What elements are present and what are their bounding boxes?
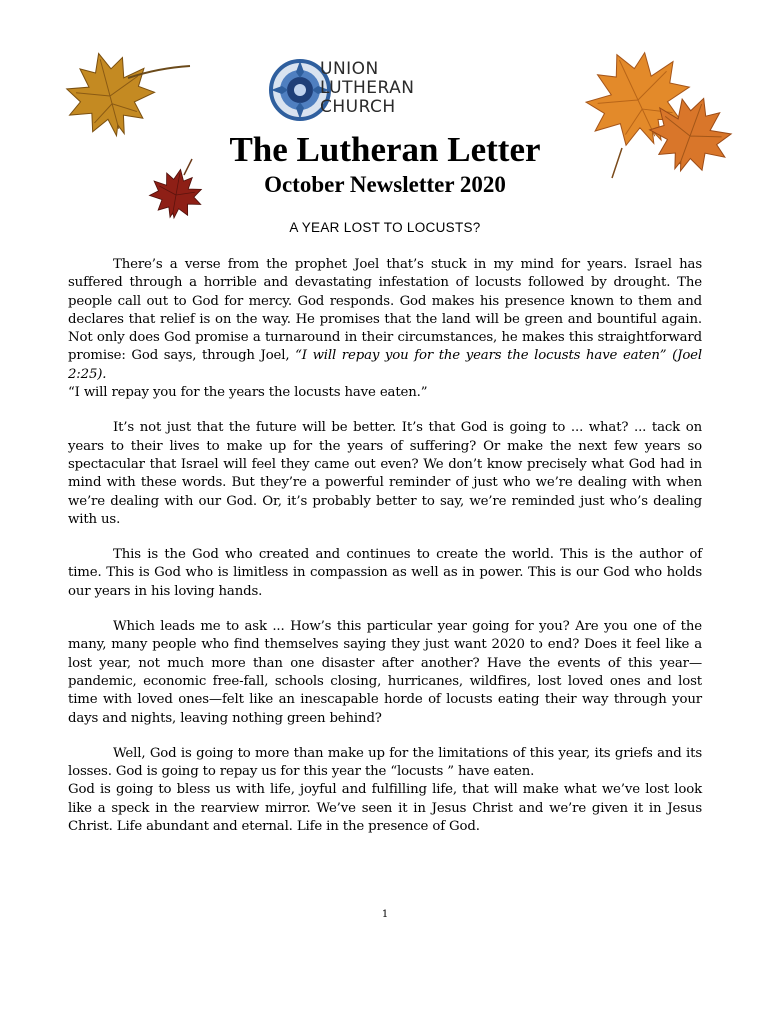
paragraph-text: God is going to bless us with life, joyful and fulfilling life, that will make what we’ve lost look like a speck in the rearview mirror. We’ve seen it in Jesus Christ and we’re given it in Jesus Christ. Life abundant and eternal. Life in the presence of God.	[68, 782, 702, 835]
newsletter-title: The Lutheran Letter	[229, 130, 541, 169]
paragraph: It’s not just that the future will be better. It’s that God is going to ... what? ... tack on years to their lives to make up for the years of suffering? Or make the next few years so spectacular that Israel will feel they came out even? We don’t know precisely what God had in mind with these words. But they’re a powerful reminder of just who we’re dealing with when we’re dealing with our God. Or, it’s probably better to say, we’re reminded just who’s dealing with us.	[68, 420, 702, 527]
paragraph-text: There’s a verse from the prophet Joel that’s stuck in my mind for years. Israel has suffered through a horrible and devastating infestation of locusts followed by drought. The people call out to God for mercy. God responds. God makes his presence known to them and declares that relief is on the way. He promises that the land will be green and bountiful again. Not only does God promise a turnaround in their circumstances, he makes this straightforward promise: God says, through Joel,	[68, 257, 702, 364]
quote-line: “I will repay you for the years the locusts have eaten.”	[68, 385, 428, 401]
paragraph-text: Well, God is going to more than make up for the limitations of this year, its griefs and its losses. God is going to repay us for this year the “locusts ” have eaten.	[68, 745, 702, 780]
church-logo	[268, 58, 468, 122]
paragraph: This is the God who created and continues to create the world. This is the author of time. This is God who is limitless in compassion as well as in power. This is our God who holds our years in his loving hands.	[68, 547, 702, 599]
paragraph: Which leads me to ask ... How’s this particular year going for you? Are you one of the many, many people who find themselves saying they just want 2020 to end? Does it feel like a lost year, not much more than one disaster after another? Have the events of this year—pandemic, economic free-fall, schools closing, hurricanes, wildfires, lost loved ones and lost time with loved ones—felt like an inescapable horde of locusts eating their way through your days and nights, leaving nothing green behind?	[68, 619, 702, 726]
article-heading: A YEAR LOST TO LOCUSTS?	[289, 220, 481, 235]
scripture-quote: “I will repay you for the years the locusts have eaten” (Joel 2:25).	[68, 348, 702, 382]
page-number: 1	[381, 909, 389, 920]
newsletter-subtitle: October Newsletter 2020	[264, 172, 506, 197]
logo-line-3: CHURCH	[320, 97, 396, 117]
article-body	[68, 256, 702, 853]
paragraph	[68, 256, 702, 402]
church-name	[320, 60, 414, 117]
logo-line-2: LUTHERAN	[320, 78, 415, 98]
paragraph	[68, 745, 702, 836]
logo-line-1: UNION	[320, 59, 379, 79]
